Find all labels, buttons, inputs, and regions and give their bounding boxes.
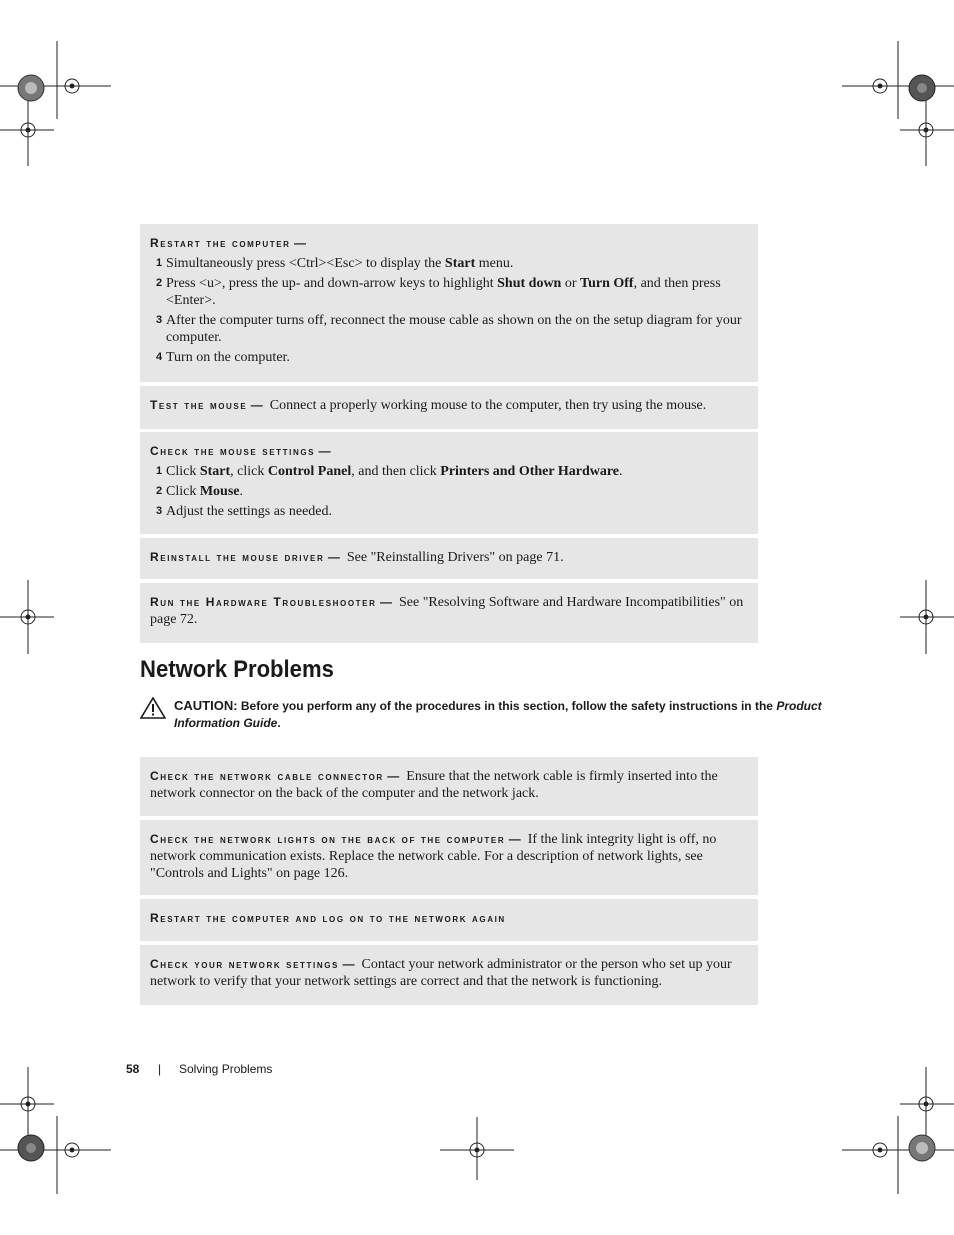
list-item: 1 Click Start, click Control Panel, and then click Printers and Other Hardware. [156, 464, 623, 479]
section-text: See "Resolving Software and Hardware Incompatibilities" on page 72. [150, 595, 744, 627]
page-number: 58 [126, 1062, 140, 1076]
section-heading: Run the Hardware Troubleshooter [150, 595, 377, 609]
check-mouse-settings-box: Check the mouse settings — 1 Click Start, click Control Panel, and then click Printers and Other Hardware. 2 Click Mouse. 3 Adjust the settings as needed. [140, 432, 758, 534]
list-item: 3 Adjust the settings as needed. [156, 504, 333, 519]
list-item: 3 After the computer turns off, reconnect the mouse cable as shown on the on the setup diagram for your computer. [156, 313, 742, 345]
restart-computer-box: Restart the computer — 1 Simultaneously press <Ctrl><Esc> to display the Start menu. 2 Press <u>, press the up- and down-arrow keys to highlight Shut down or Turn Off, and then press <Enter>. 3 After the computer turns off, reconnect the mouse cable as shown on the on the setup diagram for your computer. 4 Turn on the computer. [140, 224, 758, 382]
list-item: 2 Press <u>, press the up- and down-arrow keys to highlight Shut down or Turn Off, and then press <Enter>. [156, 276, 721, 308]
section-text: Connect a properly working mouse to the computer, then try using the mouse. [269, 398, 707, 413]
section-heading: Restart the computer and log on to the network again [150, 911, 506, 925]
section-heading: Check the network cable connector [150, 769, 384, 783]
list-item: 1 Simultaneously press <Ctrl><Esc> to display the Start menu. [156, 256, 514, 271]
section-heading: Restart the computer [150, 236, 291, 250]
network-settings-box: Check your network settings — Contact your network administrator or the person who set up your network to verify that your network settings are correct and that the network is functioning. [140, 945, 758, 1005]
caution-label: CAUTION: [174, 698, 238, 713]
section-heading: Reinstall the mouse driver [150, 550, 325, 564]
section-heading: Check the network lights on the back of the computer [150, 832, 506, 846]
section-heading: Check the mouse settings [150, 444, 316, 458]
warning-triangle-icon [140, 697, 166, 719]
list-item: 2 Click Mouse. [156, 484, 244, 499]
section-heading: Test the mouse [150, 398, 248, 412]
restart-logon-box [140, 899, 758, 941]
test-mouse-box: Test the mouse — Connect a properly working mouse to the computer, then try using the mouse. [140, 386, 758, 429]
section-heading: Check your network settings [150, 957, 339, 971]
hardware-troubleshooter-box: Run the Hardware Troubleshooter — See "Resolving Software and Hardware Incompatibilities" on page 72. [140, 583, 758, 643]
section-text: Contact your network administrator or the person who set up your network to verify that your network settings are correct and that the network is functioning. [150, 957, 732, 989]
reinstall-driver-box: Reinstall the mouse driver — See "Reinstalling Drivers" on page 71. [140, 538, 758, 579]
section-text: If the link integrity light is off, no network communication exists. Replace the network cable. For a description of network lights, see "Controls and Lights" on page 126. [150, 832, 717, 881]
list-item: 4 Turn on the computer. [156, 350, 290, 365]
section-text: See "Reinstalling Drivers" on page 71. [346, 550, 564, 565]
footer-separator: | [158, 1062, 162, 1076]
network-cable-box: Check the network cable connector — Ensure that the network cable is firmly inserted into the network connector on the back of the computer and the network jack. [140, 757, 758, 816]
page-title: Network Problems [140, 656, 334, 683]
network-lights-box: Check the network lights on the back of the computer — If the link integrity light is off, no network communication exists. Replace the network cable. For a description of network lights, see "Controls and Lights" on page 126. [140, 820, 758, 895]
footer-chapter: Solving Problems [179, 1062, 273, 1076]
section-text: Ensure that the network cable is firmly inserted into the network connector on the back of the computer and the network jack. [150, 769, 718, 801]
